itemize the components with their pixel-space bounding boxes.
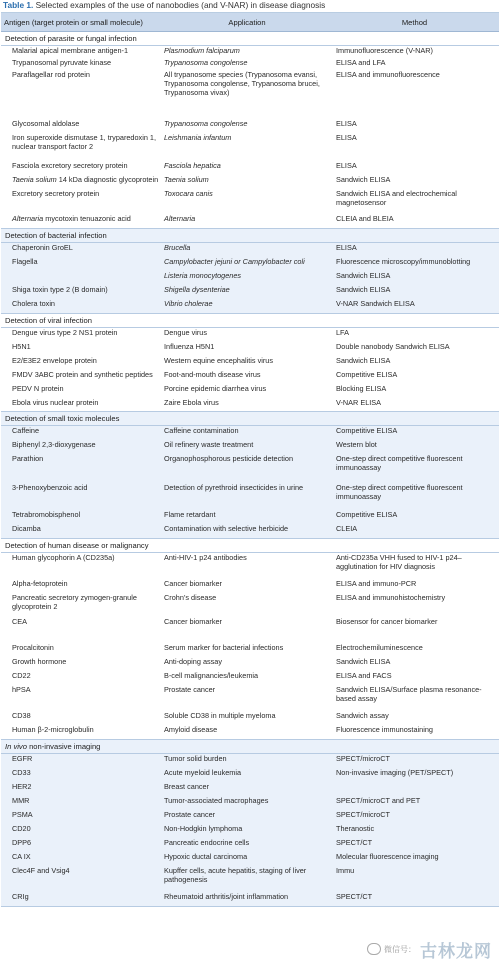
table-row — [1, 243, 499, 257]
table-row — [1, 384, 499, 398]
cell-application: Dengue virus — [164, 329, 207, 337]
table-row — [1, 617, 499, 643]
cell-antigen: Paraflagellar rod protein — [12, 71, 90, 79]
header-method: Method — [401, 17, 428, 27]
cell-method: ELISA — [336, 120, 357, 128]
table-row — [1, 852, 499, 866]
cell-application: Anti-doping assay — [164, 658, 223, 666]
cell-antigen: H5N1 — [12, 343, 31, 351]
cell-application: Foot-and-mouth disease virus — [164, 371, 261, 379]
section-heading — [1, 412, 499, 426]
cell-antigen: CRIg — [12, 893, 29, 901]
cell-antigen-italic: Taenia solium — [12, 176, 57, 184]
cell-method: ELISA and FACS — [336, 672, 392, 680]
table-row — [1, 796, 499, 810]
cell-application: Fasciola hepatica — [164, 162, 221, 170]
section-heading — [1, 229, 499, 243]
wechat-icon — [367, 943, 381, 955]
cell-method: SPECT/microCT and PET — [336, 797, 421, 805]
section-heading-text: non-invasive imaging — [26, 742, 101, 751]
cell-antigen: CA IX — [12, 853, 31, 861]
cell-antigen: CD38 — [12, 712, 31, 720]
cell-application: Caffeine contamination — [164, 427, 239, 435]
section-heading — [1, 32, 499, 46]
cell-method: Competitive ELISA — [336, 371, 398, 379]
cell-antigen: Caffeine — [12, 427, 40, 435]
cell-method: Sandwich ELISA — [336, 658, 391, 666]
cell-antigen: Growth hormone — [12, 658, 67, 666]
cell-application: Hypoxic ductal carcinoma — [164, 853, 248, 861]
section-heading — [1, 314, 499, 328]
table-row — [1, 426, 499, 440]
cell-application: Soluble CD38 in multiple myeloma — [164, 712, 276, 720]
cell-method: Western blot — [336, 441, 377, 449]
cell-antigen: Malarial apical membrane antigen-1 — [12, 47, 128, 55]
cell-antigen: E2/E3E2 envelope protein — [12, 357, 97, 365]
table-section — [1, 740, 499, 907]
table-row — [1, 370, 499, 384]
cell-method: Sandwich assay — [336, 712, 389, 720]
table-row — [1, 657, 499, 671]
cell-antigen: Biphenyl 2,3-dioxygenase — [12, 441, 96, 449]
table-row — [1, 175, 499, 189]
table-row — [1, 271, 499, 285]
table-title: Selected examples of the use of nanobodies (and V-NAR) in disease diagnosis — [33, 0, 326, 10]
cell-application: Amyloid disease — [164, 726, 218, 734]
cell-antigen: Iron superoxide dismutase 1, tryparedoxin 1, nuclear transport factor 2 — [12, 134, 156, 151]
table-section — [1, 229, 499, 314]
cell-antigen: Glycosomal aldolase — [12, 120, 80, 128]
table-row — [1, 553, 499, 579]
table-row — [1, 643, 499, 657]
table-row — [1, 189, 499, 214]
table-row — [1, 398, 499, 411]
cell-method: Anti-CD235a VHH fused to HIV-1 p24–agglutination for HIV diagnosis — [336, 554, 462, 571]
cell-method: One-step direct competitive fluorescent immunoassay — [336, 455, 463, 472]
table-row — [1, 824, 499, 838]
cell-method: SPECT/CT — [336, 893, 373, 901]
table-caption — [0, 0, 500, 11]
cell-antigen: Clec4F and Vsig4 — [12, 867, 70, 875]
cell-application: Influenza H5N1 — [164, 343, 215, 351]
table-row — [1, 483, 499, 510]
cell-application: Taenia solium — [164, 176, 209, 184]
table-row — [1, 810, 499, 824]
cell-application: Non-Hodgkin lymphoma — [164, 825, 243, 833]
table-row — [1, 46, 499, 58]
cell-method: CLEIA and BLEIA — [336, 215, 394, 223]
cell-antigen: Alpha-fetoprotein — [12, 580, 68, 588]
cell-method: One-step direct competitive fluorescent immunoassay — [336, 484, 463, 501]
cell-method: Theranostic — [336, 825, 375, 833]
cell-antigen: Flagella — [12, 258, 38, 266]
table-row — [1, 119, 499, 133]
cell-application: Cancer biomarker — [164, 618, 222, 626]
cell-method: ELISA — [336, 244, 357, 252]
cell-antigen: FMDV 3ABC protein and synthetic peptides — [12, 371, 153, 379]
cell-application: All trypanosome species (Trypanosoma evansi, Trypanosoma congolense, Trypanosoma brucei, Trypanosoma vivax) — [164, 71, 320, 97]
table-row — [1, 725, 499, 739]
section-heading — [1, 539, 499, 553]
watermark-brand: 古林龙网 — [420, 941, 492, 961]
table-row — [1, 711, 499, 725]
cell-application: Organophosphorous pesticide detection — [164, 455, 293, 463]
cell-method: Competitive ELISA — [336, 511, 398, 519]
cell-application: Tumor solid burden — [164, 755, 227, 763]
cell-method: Fluorescence immunostaining — [336, 726, 433, 734]
cell-method: Sandwich ELISA — [336, 357, 391, 365]
table-row — [1, 782, 499, 796]
table-row — [1, 58, 499, 70]
cell-application: Acute myeloid leukemia — [164, 769, 242, 777]
table-row — [1, 754, 499, 768]
cell-method: Sandwich ELISA/Surface plasma resonance-based assay — [336, 686, 482, 703]
cell-antigen: 3-Phenoxybenzoic acid — [12, 484, 88, 492]
cell-application: Toxocara canis — [164, 190, 213, 198]
table-row — [1, 328, 499, 342]
cell-method: Immunofluorescence (V-NAR) — [336, 47, 433, 55]
cell-application: Western equine encephalitis virus — [164, 357, 273, 365]
cell-antigen: Human glycophorin A (CD235a) — [12, 554, 115, 562]
table-row — [1, 257, 499, 271]
cell-application: Anti-HIV-1 p24 antibodies — [164, 554, 247, 562]
cell-method: SPECT/microCT — [336, 811, 390, 819]
cell-application: Leishmania infantum — [164, 134, 232, 142]
table-row — [1, 524, 499, 538]
cell-application: Contamination with selective herbicide — [164, 525, 289, 533]
table-row — [1, 214, 499, 228]
cell-antigen: PSMA — [12, 811, 33, 819]
table-row — [1, 768, 499, 782]
cell-application: Crohn’s disease — [164, 594, 217, 602]
cell-application: Alternaria — [164, 215, 196, 223]
cell-application: Breast cancer — [164, 783, 210, 791]
cell-method: ELISA and immunohistochemistry — [336, 594, 446, 602]
cell-antigen: HER2 — [12, 783, 32, 791]
cell-antigen: Parathion — [12, 455, 44, 463]
section-heading — [1, 740, 499, 754]
cell-method: Immu — [336, 867, 355, 875]
header-application: Application — [228, 17, 266, 27]
cell-method: Fluorescence microscopy/immunoblotting — [336, 258, 471, 266]
cell-antigen: CD22 — [12, 672, 31, 680]
cell-antigen — [1, 272, 163, 285]
cell-antigen-rest: 14 kDa diagnostic glycoprotein — [56, 176, 159, 184]
section-heading-text: Detection of viral infection — [5, 316, 92, 325]
table-row — [1, 342, 499, 356]
table-row — [1, 285, 499, 299]
cell-application: Plasmodium falciparum — [164, 47, 240, 55]
cell-application: Oil refinery waste treatment — [164, 441, 254, 449]
cell-method: Sandwich ELISA — [336, 176, 391, 184]
cell-application: Kupffer cells, acute hepatitis, staging of liver pathogenesis — [164, 867, 307, 884]
cell-antigen — [1, 176, 163, 189]
cell-antigen: hPSA — [12, 686, 31, 694]
cell-application: Campylobacter jejuni or Campylobacter coli — [164, 258, 305, 266]
table-row — [1, 838, 499, 852]
watermark-text: 微信号： — [384, 944, 416, 954]
table-row — [1, 356, 499, 370]
table-row — [1, 685, 499, 711]
cell-antigen: MMR — [12, 797, 30, 805]
cell-application: Tumor-associated macrophages — [164, 797, 269, 805]
cell-application: Detection of pyrethroid insecticides in urine — [164, 484, 304, 492]
table-row — [1, 299, 499, 313]
cell-application: Zaire Ebola virus — [164, 399, 219, 407]
cell-method: ELISA and immuno-PCR — [336, 580, 417, 588]
cell-application: Cancer biomarker — [164, 580, 222, 588]
cell-antigen: Ebola virus nuclear protein — [12, 399, 99, 407]
table-row — [1, 454, 499, 483]
cell-antigen: DPP6 — [12, 839, 32, 847]
cell-method: Sandwich ELISA — [336, 286, 391, 294]
cell-method: Biosensor for cancer biomarker — [336, 618, 438, 626]
table-row — [1, 70, 499, 119]
cell-antigen: EGFR — [12, 755, 33, 763]
cell-application: Prostate cancer — [164, 811, 216, 819]
cell-antigen: CD20 — [12, 825, 31, 833]
table-section — [1, 412, 499, 539]
cell-antigen: CD33 — [12, 769, 31, 777]
cell-antigen: Human β-2-microglobulin — [12, 726, 94, 734]
cell-antigen-rest: mycotoxin tenuazonic acid — [43, 215, 131, 223]
cell-method: SPECT/microCT — [336, 755, 390, 763]
cell-method — [335, 783, 499, 796]
cell-method: Sandwich ELISA and electrochemical magnetosensor — [336, 190, 457, 207]
table-section — [1, 32, 499, 229]
cell-method: V-NAR ELISA — [336, 399, 382, 407]
section-heading-italic: In vivo — [5, 742, 27, 751]
cell-application: B-cell malignancies/leukemia — [164, 672, 259, 680]
section-heading-text: Detection of parasite or fungal infection — [5, 34, 137, 43]
cell-method: ELISA — [336, 134, 357, 142]
table-row — [1, 161, 499, 175]
table-label: Table 1. — [3, 0, 34, 10]
cell-antigen: Shiga toxin type 2 (B domain) — [12, 286, 108, 294]
section-heading-text: Detection of small toxic molecules — [5, 414, 120, 423]
table-row — [1, 440, 499, 454]
cell-method: V-NAR Sandwich ELISA — [336, 300, 415, 308]
cell-antigen: PEDV N protein — [12, 385, 64, 393]
cell-antigen: CEA — [12, 618, 28, 626]
cell-application: Pancreatic endocrine cells — [164, 839, 250, 847]
cell-antigen: Excretory secretory protein — [12, 190, 100, 198]
cell-antigen: Trypanosomal pyruvate kinase — [12, 59, 112, 67]
section-divider — [1, 906, 499, 907]
cell-antigen: Procalcitonin — [12, 644, 54, 652]
cell-application: Brucella — [164, 244, 191, 252]
cell-application: Rheumatoid arthritis/joint inflammation — [164, 893, 289, 901]
table-row — [1, 133, 499, 161]
cell-antigen: Dicamba — [12, 525, 41, 533]
cell-antigen: Chaperonin GroEL — [12, 244, 73, 252]
table-row — [1, 671, 499, 685]
table-section — [1, 314, 499, 412]
table-row — [1, 866, 499, 892]
section-heading-text: Detection of bacterial infection — [5, 231, 107, 240]
cell-application: Porcine epidemic diarrhea virus — [164, 385, 267, 393]
cell-application: Trypanosoma congolense — [164, 120, 248, 128]
cell-antigen — [1, 215, 163, 228]
cell-application: Listeria monocytogenes — [164, 272, 242, 280]
table-row — [1, 510, 499, 524]
table-row — [1, 593, 499, 617]
cell-method: Double nanobody Sandwich ELISA — [336, 343, 450, 351]
cell-application: Serum marker for bacterial infections — [164, 644, 284, 652]
cell-application: Prostate cancer — [164, 686, 216, 694]
cell-application: Vibrio cholerae — [164, 300, 213, 308]
header-antigen: Antigen (target protein or small molecule) — [4, 17, 143, 27]
cell-method: ELISA and LFA — [336, 59, 386, 67]
cell-method: SPECT/CT — [336, 839, 373, 847]
nanobody-table — [1, 12, 499, 907]
cell-method: Molecular fluorescence imaging — [336, 853, 439, 861]
watermark — [367, 936, 492, 962]
cell-method: Non-invasive imaging (PET/SPECT) — [336, 769, 454, 777]
cell-antigen: Dengue virus type 2 NS1 protein — [12, 329, 118, 337]
section-heading-text: Detection of human disease or malignancy — [5, 541, 149, 550]
cell-method: ELISA — [336, 162, 357, 170]
cell-method: CLEIA — [336, 525, 358, 533]
cell-method: ELISA and immunofluorescence — [336, 71, 440, 79]
cell-application: Shigella dysenteriae — [164, 286, 230, 294]
cell-method: Electrochemiluminescence — [336, 644, 423, 652]
cell-antigen: Pancreatic secretory zymogen-granule glycoprotein 2 — [12, 594, 137, 611]
cell-application: Trypanosoma congolense — [164, 59, 248, 67]
cell-method: Sandwich ELISA — [336, 272, 391, 280]
cell-method: LFA — [336, 329, 349, 337]
table-section — [1, 539, 499, 740]
cell-antigen: Fasciola excretory secretory protein — [12, 162, 128, 170]
cell-application: Flame retardant — [164, 511, 216, 519]
table-body — [1, 32, 499, 907]
cell-method: Blocking ELISA — [336, 385, 387, 393]
cell-antigen-italic: Alternaria — [12, 215, 44, 223]
cell-antigen: Cholera toxin — [12, 300, 55, 308]
table-row — [1, 579, 499, 593]
table-row — [1, 892, 499, 906]
cell-method: Competitive ELISA — [336, 427, 398, 435]
table-header — [1, 13, 499, 32]
cell-antigen: Tetrabromobisphenol — [12, 511, 81, 519]
